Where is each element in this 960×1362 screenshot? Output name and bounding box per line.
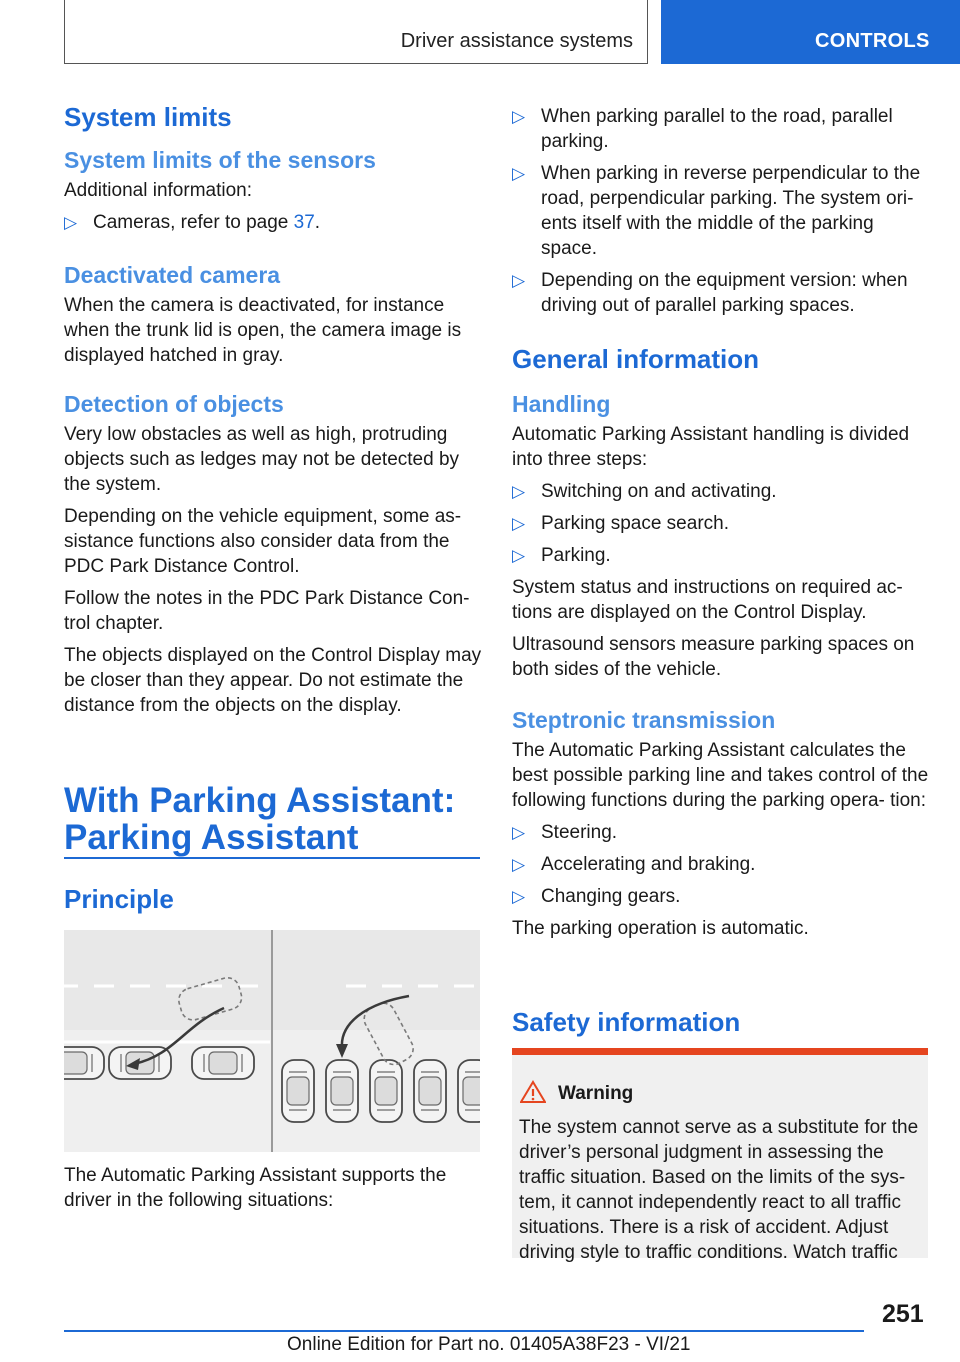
list-item-perpendicular: [512, 161, 930, 261]
header-section-title: Driver assistance systems: [400, 30, 633, 52]
paragraph-automatic: The parking operation is automatic.: [512, 918, 809, 939]
page-link-37[interactable]: 37: [293, 212, 315, 233]
paragraph-steptronic: The Automatic Parking Assistant calculates the best possible parking line and takes control of the following functions during the parking opera‐ tion:: [512, 740, 929, 811]
heading-sensor-limits: System limits of the sensors: [64, 147, 376, 173]
list-item-steering: [512, 820, 930, 845]
paragraph-additional-info: Additional information:: [64, 180, 252, 201]
warning-triangle-icon: [520, 1080, 546, 1104]
list-item-text-end: .: [314, 212, 321, 233]
list-item-driving-out: [512, 268, 930, 318]
list-item-text: Changing gears.: [541, 886, 681, 907]
list-item-text: Accelerating and braking.: [541, 854, 756, 875]
paragraph-detection-3: Follow the notes in the PDC Park Distance Con‐ trol chapter.: [64, 588, 470, 634]
list-item-accelerating: [512, 852, 930, 877]
bullet-triangle-icon: ▷: [512, 271, 526, 290]
bullet-triangle-icon: ▷: [512, 887, 526, 906]
heading-detection-objects: Detection of objects: [64, 391, 284, 417]
list-item-text: Switching on and activating.: [541, 481, 777, 502]
list-item-parallel: [512, 104, 930, 154]
bullet-triangle-icon: ▷: [512, 514, 526, 533]
title-underline: [64, 857, 480, 859]
header-chapter-title: CONTROLS: [815, 30, 930, 52]
list-item-text: Parking.: [541, 545, 611, 566]
paragraph-principle: The Automatic Parking Assistant supports the driver in the following situations:: [64, 1165, 447, 1211]
big-title-line-2: Parking Assistant: [64, 818, 359, 857]
list-item-gears: [512, 884, 930, 909]
heading-handling: Handling: [512, 391, 611, 417]
heading-general-information: General information: [512, 344, 760, 374]
list-item-text: Cameras, refer to page: [93, 212, 294, 233]
heading-system-limits: System limits: [64, 102, 232, 132]
heading-safety-information: Safety information: [512, 1007, 741, 1037]
principle-text-block: [64, 1163, 482, 1213]
bullet-triangle-icon: ▷: [512, 164, 526, 183]
paragraph-system-status: System status and instructions on required ac‐ tions are displayed on the Control Display.: [512, 577, 903, 623]
paragraph-detection-1: Very low obstacles as well as high, protruding objects such as ledges may not be detected by the system.: [64, 424, 460, 495]
column-left-top: [64, 102, 482, 718]
big-title-block: [64, 782, 482, 856]
warning-box: [512, 1048, 928, 1263]
paragraph-detection-4: The objects displayed on the Control Display may be closer than they appear. Do not estimate the distance from the objects on the display.: [64, 645, 482, 716]
paragraph-ultrasound: Ultrasound sensors measure parking spaces on both sides of the vehicle.: [512, 634, 915, 680]
header-section-box: [64, 0, 648, 64]
bullet-triangle-icon: ▷: [64, 213, 78, 232]
big-title-line-1: With Parking Assistant:: [64, 781, 456, 820]
bullet-triangle-icon: ▷: [512, 482, 526, 501]
heading-deactivated-camera: Deactivated camera: [64, 262, 281, 288]
list-item-text: Parking space search.: [541, 513, 729, 534]
paragraph-handling: Automatic Parking Assistant handling is divided into three steps:: [512, 424, 910, 470]
list-item-space-search: [512, 511, 930, 536]
safety-heading-block: [512, 1007, 930, 1038]
footer-rule: [64, 1330, 864, 1332]
list-item-parking: [512, 543, 930, 568]
paragraph-deactivated-camera: When the camera is deactivated, for instance when the trunk lid is open, the camera image is displayed hatched in gray.: [64, 295, 462, 366]
list-item-cameras: [64, 210, 482, 235]
list-item-switching-on: [512, 479, 930, 504]
principle-heading-block: [64, 884, 482, 915]
list-item-text: When parking parallel to the road, parallel parking.: [541, 106, 893, 152]
footer-edition: Online Edition for Part no. 01405A38F23 - VI/21: [287, 1334, 691, 1355]
bullet-triangle-icon: ▷: [512, 855, 526, 874]
bullet-triangle-icon: ▷: [512, 823, 526, 842]
warning-text: The system cannot serve as a substitute for the driver’s personal judgment in assessing the traffic situation. Based on the limits of the sys‐ tem, it cannot independently react to all traffic situations. There is a risk of accident. Adjust driving style to traffic conditions. Watch traffic: [519, 1117, 919, 1263]
warning-title: Warning: [558, 1083, 634, 1104]
heading-steptronic: Steptronic transmission: [512, 707, 776, 733]
column-right: [512, 104, 930, 941]
paragraph-detection-2: Depending on the vehicle equipment, some as‐ sistance functions also consider data from the PDC Park Distance Control.: [64, 506, 462, 577]
heading-principle: Principle: [64, 884, 174, 914]
header-chapter-tab[interactable]: [661, 0, 960, 64]
bullet-triangle-icon: ▷: [512, 546, 526, 565]
list-item-text: Depending on the equipment version: when driving out of parallel parking spaces.: [541, 270, 908, 316]
list-item-text: Steering.: [541, 822, 618, 843]
page-number: 251: [882, 1300, 924, 1328]
parking-illustration: [64, 930, 480, 1152]
list-item-text: When parking in reverse perpendicular to the road, perpendicular parking. The system ori‐ ents itself with the middle of the parking space.: [541, 163, 921, 259]
bullet-triangle-icon: ▷: [512, 107, 526, 126]
